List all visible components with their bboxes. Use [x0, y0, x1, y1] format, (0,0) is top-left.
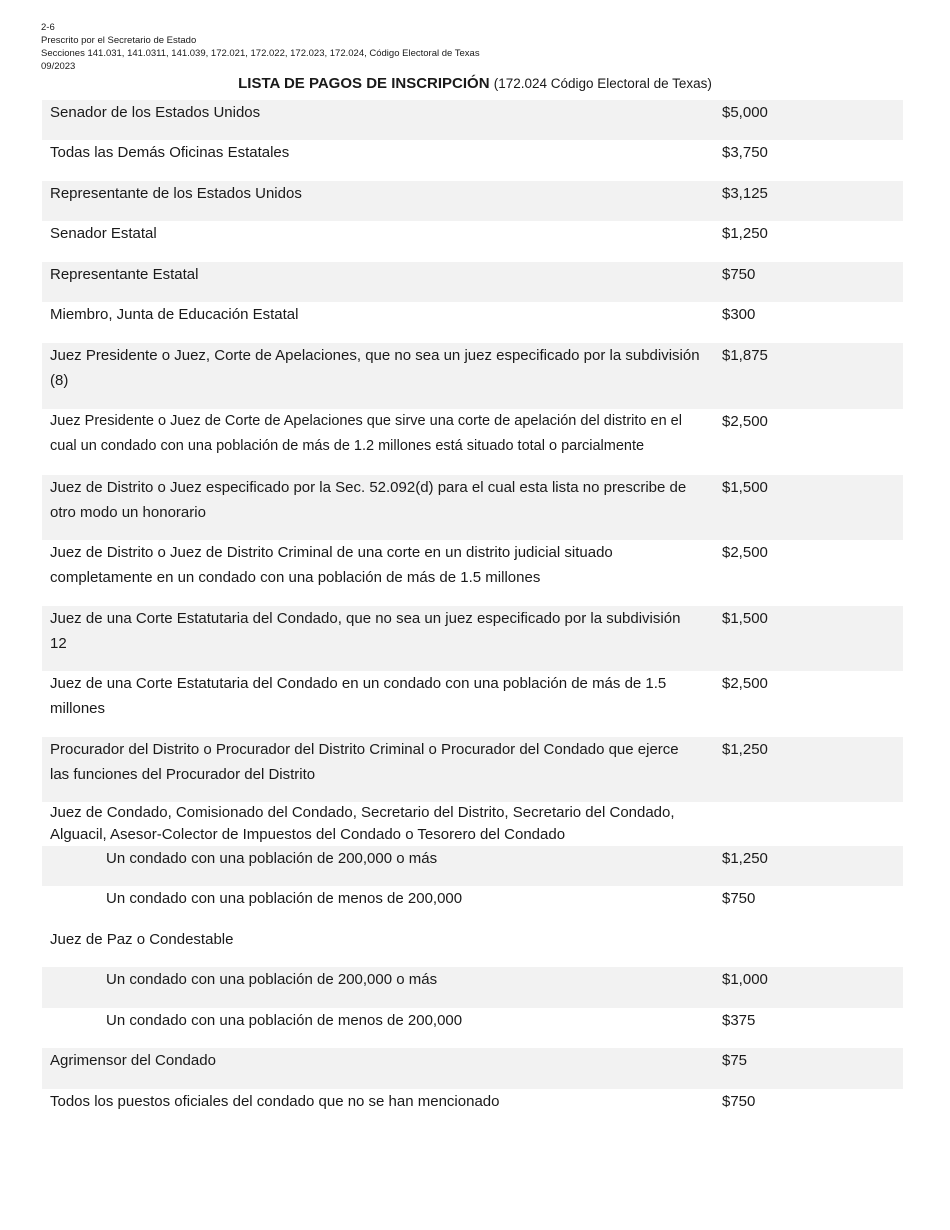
row-label: Juez de Distrito o Juez especificado por la Sec. 52.092(d) para el cual esta lista no prescribe de otro modo un honorario — [50, 479, 687, 521]
row-label: Juez de Paz o Condestable — [50, 931, 234, 948]
row-label: Todos los puestos oficiales del condado que no se han mencionado — [50, 1093, 500, 1110]
row-label: Un condado con una población de menos de 200,000 — [106, 1012, 463, 1029]
table-row — [42, 846, 903, 886]
row-label: Juez Presidente o Juez, Corte de Apelaciones, que no sea un juez especificado por la subdivisión (8) — [50, 347, 700, 389]
row-label: Miembro, Junta de Educación Estatal — [50, 306, 299, 323]
table-row — [42, 540, 903, 606]
row-label: Juez de Condado, Comisionado del Condado, Secretario del Distrito, Secretario del Condado, Alguacil, Asesor-Colector de Impuestos del Condado o Tesorero del Condado — [50, 804, 675, 843]
row-fee: $3,750 — [722, 144, 768, 161]
row-fee: $1,250 — [722, 225, 768, 242]
prescribed-by: Prescrito por el Secretario de Estado — [41, 35, 197, 46]
row-fee: $3,125 — [722, 185, 768, 202]
table-row — [42, 671, 903, 737]
row-fee: $300 — [722, 306, 756, 323]
title-citation: (172.024 Código Electoral de Texas) — [493, 76, 712, 91]
row-label: Procurador del Distrito o Procurador del Distrito Criminal o Procurador del Condado que ejerce las funciones del Procurador del Distrito — [50, 741, 679, 783]
row-fee: $75 — [722, 1052, 748, 1069]
row-label: Senador Estatal — [50, 225, 157, 242]
row-fee: $1,875 — [722, 347, 768, 364]
page-title — [0, 75, 950, 92]
fee-table — [42, 100, 903, 1129]
table-row — [42, 181, 903, 221]
form-header — [41, 21, 480, 73]
row-fee: $750 — [722, 1093, 756, 1110]
row-fee: $2,500 — [722, 413, 768, 430]
table-row — [42, 886, 903, 927]
table-row — [42, 606, 903, 671]
table-row — [42, 1048, 903, 1089]
table-row — [42, 1008, 903, 1048]
row-label: Un condado con una población de 200,000 o más — [106, 850, 438, 867]
row-fee: $750 — [722, 890, 756, 907]
table-row — [42, 262, 903, 302]
table-row — [42, 221, 903, 262]
table-row — [42, 343, 903, 409]
row-fee: $375 — [722, 1012, 756, 1029]
row-fee: $1,500 — [722, 610, 768, 627]
row-label: Juez de Distrito o Juez de Distrito Criminal de una corte en un distrito judicial situado completamente en un condado con una población de más de 1.5 millones — [50, 544, 613, 586]
row-fee: $2,500 — [722, 544, 768, 561]
table-row — [42, 1089, 903, 1129]
row-label: Agrimensor del Condado — [50, 1052, 216, 1069]
row-label: Juez Presidente o Juez de Corte de Apelaciones que sirve una corte de apelación del distrito en el cual un condado con una población de más de 1.2 millones está situado total o parcialmente — [50, 413, 682, 454]
table-row — [42, 475, 903, 540]
row-fee: $750 — [722, 266, 756, 283]
table-row — [42, 100, 903, 140]
row-fee: $1,000 — [722, 971, 768, 988]
table-row — [42, 737, 903, 802]
row-fee: $5,000 — [722, 104, 768, 121]
table-row — [42, 409, 903, 475]
row-label: Un condado con una población de 200,000 o más — [106, 971, 438, 988]
row-label: Todas las Demás Oficinas Estatales — [50, 144, 290, 161]
row-fee: $2,500 — [722, 675, 768, 692]
row-label: Un condado con una población de menos de 200,000 — [106, 890, 463, 907]
table-row — [42, 302, 903, 343]
table-row — [42, 140, 903, 181]
table-row — [42, 802, 903, 846]
row-fee: $1,250 — [722, 850, 768, 867]
row-label: Juez de una Corte Estatutaria del Condado en un condado con una población de más de 1.5 millones — [50, 675, 667, 717]
code-sections: Secciones 141.031, 141.0311, 141.039, 172.021, 172.022, 172.023, 172.024, Código Electoral de Texas — [41, 48, 480, 59]
row-label: Senador de los Estados Unidos — [50, 104, 261, 121]
form-number: 2-6 — [41, 22, 55, 33]
row-fee: $1,500 — [722, 479, 768, 496]
table-row — [42, 927, 903, 967]
table-row — [42, 967, 903, 1008]
row-label: Juez de una Corte Estatutaria del Condado, que no sea un juez especificado por la subdivisión 12 — [50, 610, 681, 652]
row-fee: $1,250 — [722, 741, 768, 758]
row-label: Representante Estatal — [50, 266, 199, 283]
title-main: LISTA DE PAGOS DE INSCRIPCIÓN — [238, 75, 490, 92]
form-date: 09/2023 — [41, 61, 76, 72]
row-label: Representante de los Estados Unidos — [50, 185, 302, 202]
